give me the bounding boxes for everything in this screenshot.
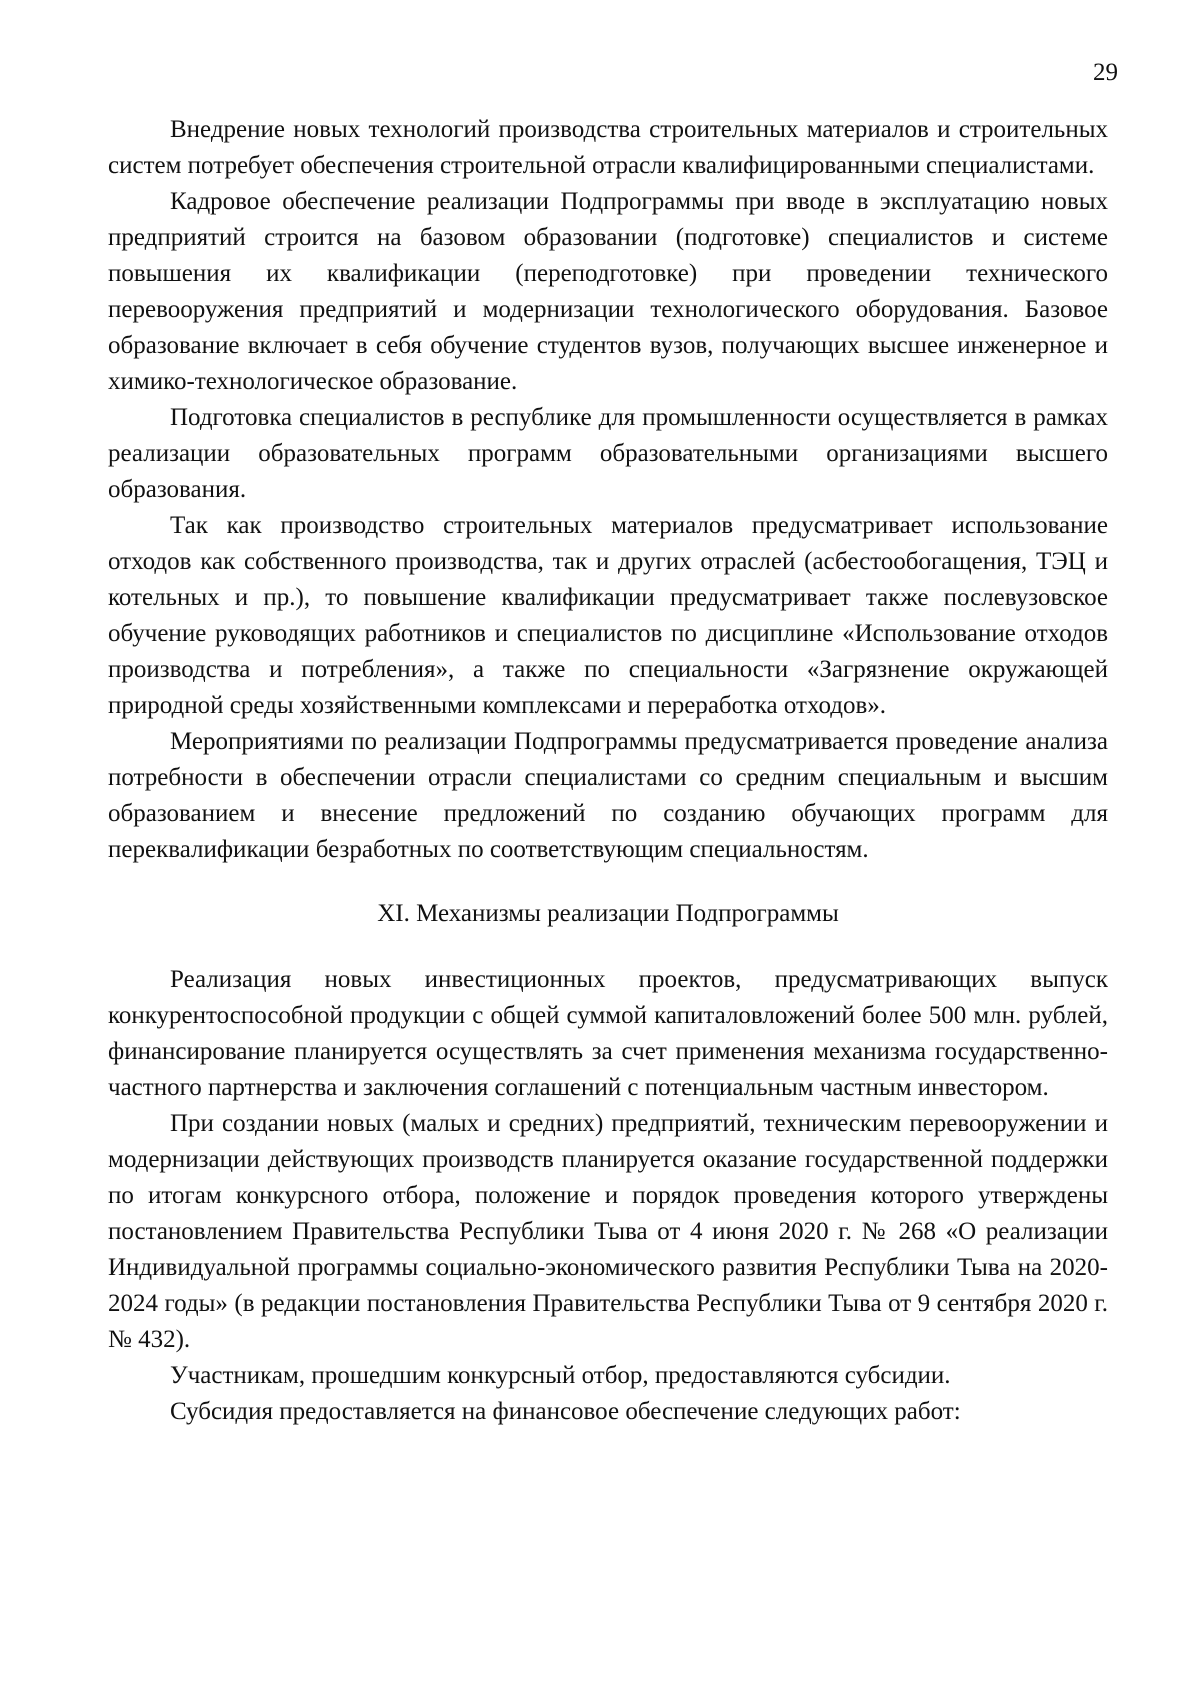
paragraph: Подготовка специалистов в республике для промышленности осуществляется в рамках реализации образовательных программ образовательными организациями высшего образования. — [108, 404, 1108, 503]
paragraph: Мероприятиями по реализации Подпрограммы предусматривается проведение анализа потребности в обеспечении отрасли специалистами со средним специальным и высшим образованием и внесение предложений по созданию обучающих программ для переквалификации безработных по соответствующим специальностям. — [108, 728, 1108, 863]
paragraph: Участникам, прошедшим конкурсный отбор, предоставляются субсидии. — [170, 1362, 951, 1389]
page-number: 29 — [1093, 59, 1118, 86]
document-body — [108, 112, 1108, 1430]
paragraph: Реализация новых инвестиционных проектов, предусматривающих выпуск конкурентоспособной продукции с общей суммой капиталовложений более 500 млн. рублей, финансирование планируется осуществлять за счет применения механизма государственно-частного партнерства и заключения соглашений с потенциальным частным инвестором. — [108, 966, 1108, 1101]
paragraph: При создании новых (малых и средних) предприятий, техническим перевооружении и модернизации действующих производств планируется оказание государственной поддержки по итогам конкурсного отбора, положение и порядок проведения которого утверждены постановлением Правительства Республики Тыва от 4 июня 2020 г. № 268 «О реализации Индивидуальной программы социально-экономического развития Республики Тыва на 2020-2024 годы» (в редакции постановления Правительства Республики Тыва от 9 сентября 2020 г. № 432). — [108, 1110, 1108, 1353]
paragraph: Кадровое обеспечение реализации Подпрограммы при вводе в эксплуатацию новых предприятий строится на базовом образовании (подготовке) специалистов и системе повышения их квалификации (переподготовке) при проведении технического перевооружения предприятий и модернизации технологического оборудования. Базовое образование включает в себя обучение студентов вузов, получающих высшее инженерное и химико-технологическое образование. — [108, 188, 1108, 395]
paragraph: Внедрение новых технологий производства строительных материалов и строительных систем потребует обеспечения строительной отрасли квалифицированными специалистами. — [108, 116, 1108, 179]
section-heading: XI. Механизмы реализации Подпрограммы — [377, 900, 839, 927]
paragraph: Субсидия предоставляется на финансовое обеспечение следующих работ: — [170, 1398, 961, 1425]
paragraph: Так как производство строительных материалов предусматривает использование отходов как собственного производства, так и других отраслей (асбестообогащения, ТЭЦ и котельных и пр.), то повышение квалификации предусматривает также послевузовское обучение руководящих работников и специалистов по дисциплине «Использование отходов производства и потребления», а также по специальности «Загрязнение окружающей природной среды хозяйственными комплексами и переработка отходов». — [108, 512, 1108, 719]
